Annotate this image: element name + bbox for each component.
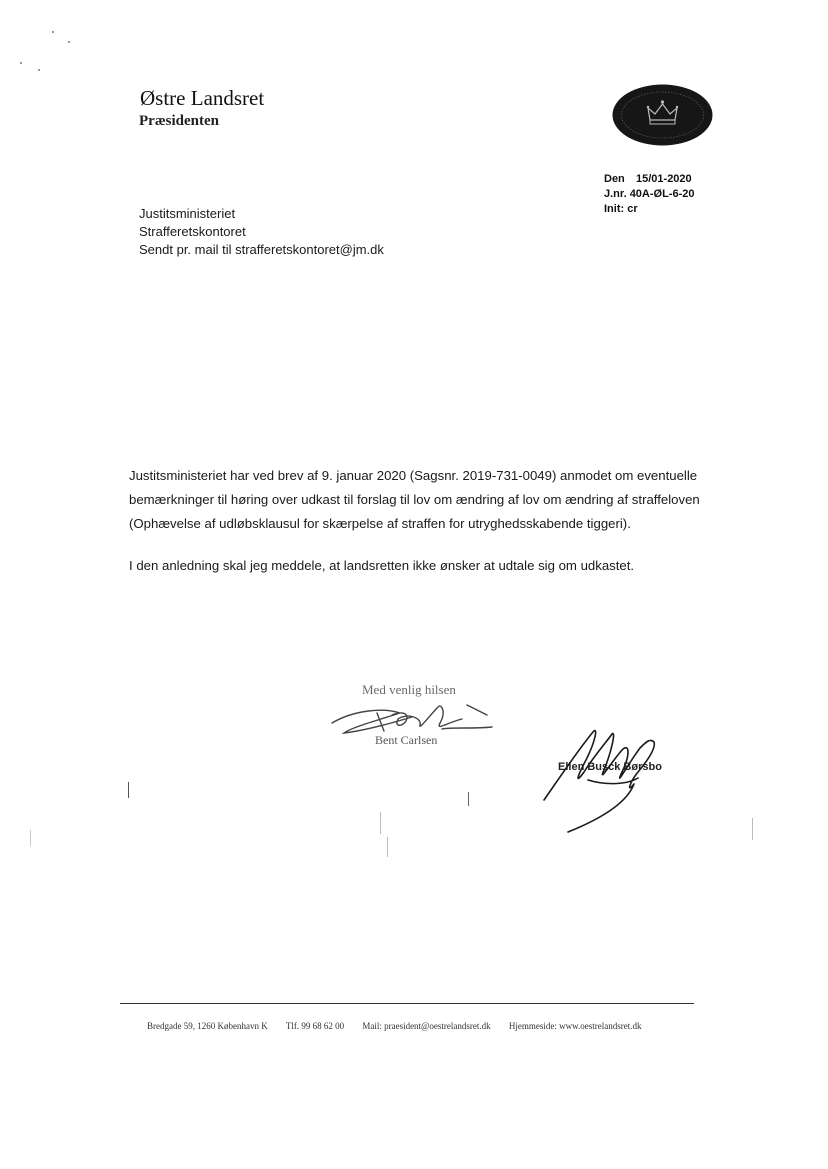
closing-greeting: Med venlig hilsen xyxy=(362,682,456,697)
scan-mark xyxy=(752,818,753,840)
signer-name-2: Ellen Busck Børsbo xyxy=(558,761,662,773)
jnr-label: J.nr. xyxy=(604,188,627,200)
scan-speck xyxy=(52,31,54,33)
initials xyxy=(604,202,638,217)
recipient-line: Strafferetskontoret xyxy=(139,224,246,239)
footer-divider xyxy=(120,1003,694,1004)
office-title: Præsidenten xyxy=(139,113,219,129)
signature-scribble-2 xyxy=(538,720,673,835)
footer-website: Hjemmeside: www.oestrelandsret.dk xyxy=(508,1021,642,1031)
body-paragraph: Justitsministeriet har ved brev af 9. januar 2020 (Sagsnr. 2019-731-0049) anmodet om eventuelle bemærkninger til høring over udkast til forslag til lov om ændring af lov om ændring af straffeloven (Ophævelse af udløbsklausul for skærpelse af straffen for utryghedsskabende tiggeri). xyxy=(129,468,700,531)
scan-mark xyxy=(128,782,129,798)
recipient-block xyxy=(139,205,384,259)
footer-address: Bredgade 59, 1260 København K xyxy=(147,1021,268,1031)
jnr-value: 40A-ØL-6-20 xyxy=(629,188,695,200)
scan-mark xyxy=(30,830,31,846)
recipient-line: Justitsministeriet xyxy=(139,206,236,221)
init-label: Init: xyxy=(604,203,625,215)
date-value: 15/01-2020 xyxy=(636,173,692,185)
recipient-line: Sendt pr. mail til strafferetskontoret@jm.dk xyxy=(139,242,384,257)
scan-mark xyxy=(468,792,469,806)
scan-mark xyxy=(387,837,388,857)
signer-name-1: Bent Carlsen xyxy=(375,733,438,747)
scan-speck xyxy=(38,69,40,71)
footer-mail: Mail: praesident@oestrelandsret.dk xyxy=(362,1021,491,1031)
scan-speck xyxy=(68,41,70,43)
scan-mark xyxy=(380,812,381,834)
court-seal-logo xyxy=(612,84,713,146)
journal-number xyxy=(604,187,694,202)
footer-phone: Tlf. 99 68 62 00 xyxy=(285,1021,345,1031)
court-name: Østre Landsret xyxy=(140,86,265,110)
body-paragraph: I den anledning skal jeg meddele, at landsretten ikke ønsker at udtale sig om udkastet. xyxy=(129,558,635,573)
date-label: Den xyxy=(604,173,625,185)
scan-speck xyxy=(20,62,22,64)
init-value: cr xyxy=(627,203,638,215)
letter-body xyxy=(129,464,709,578)
footer xyxy=(147,1021,657,1031)
letter-date xyxy=(604,172,692,187)
